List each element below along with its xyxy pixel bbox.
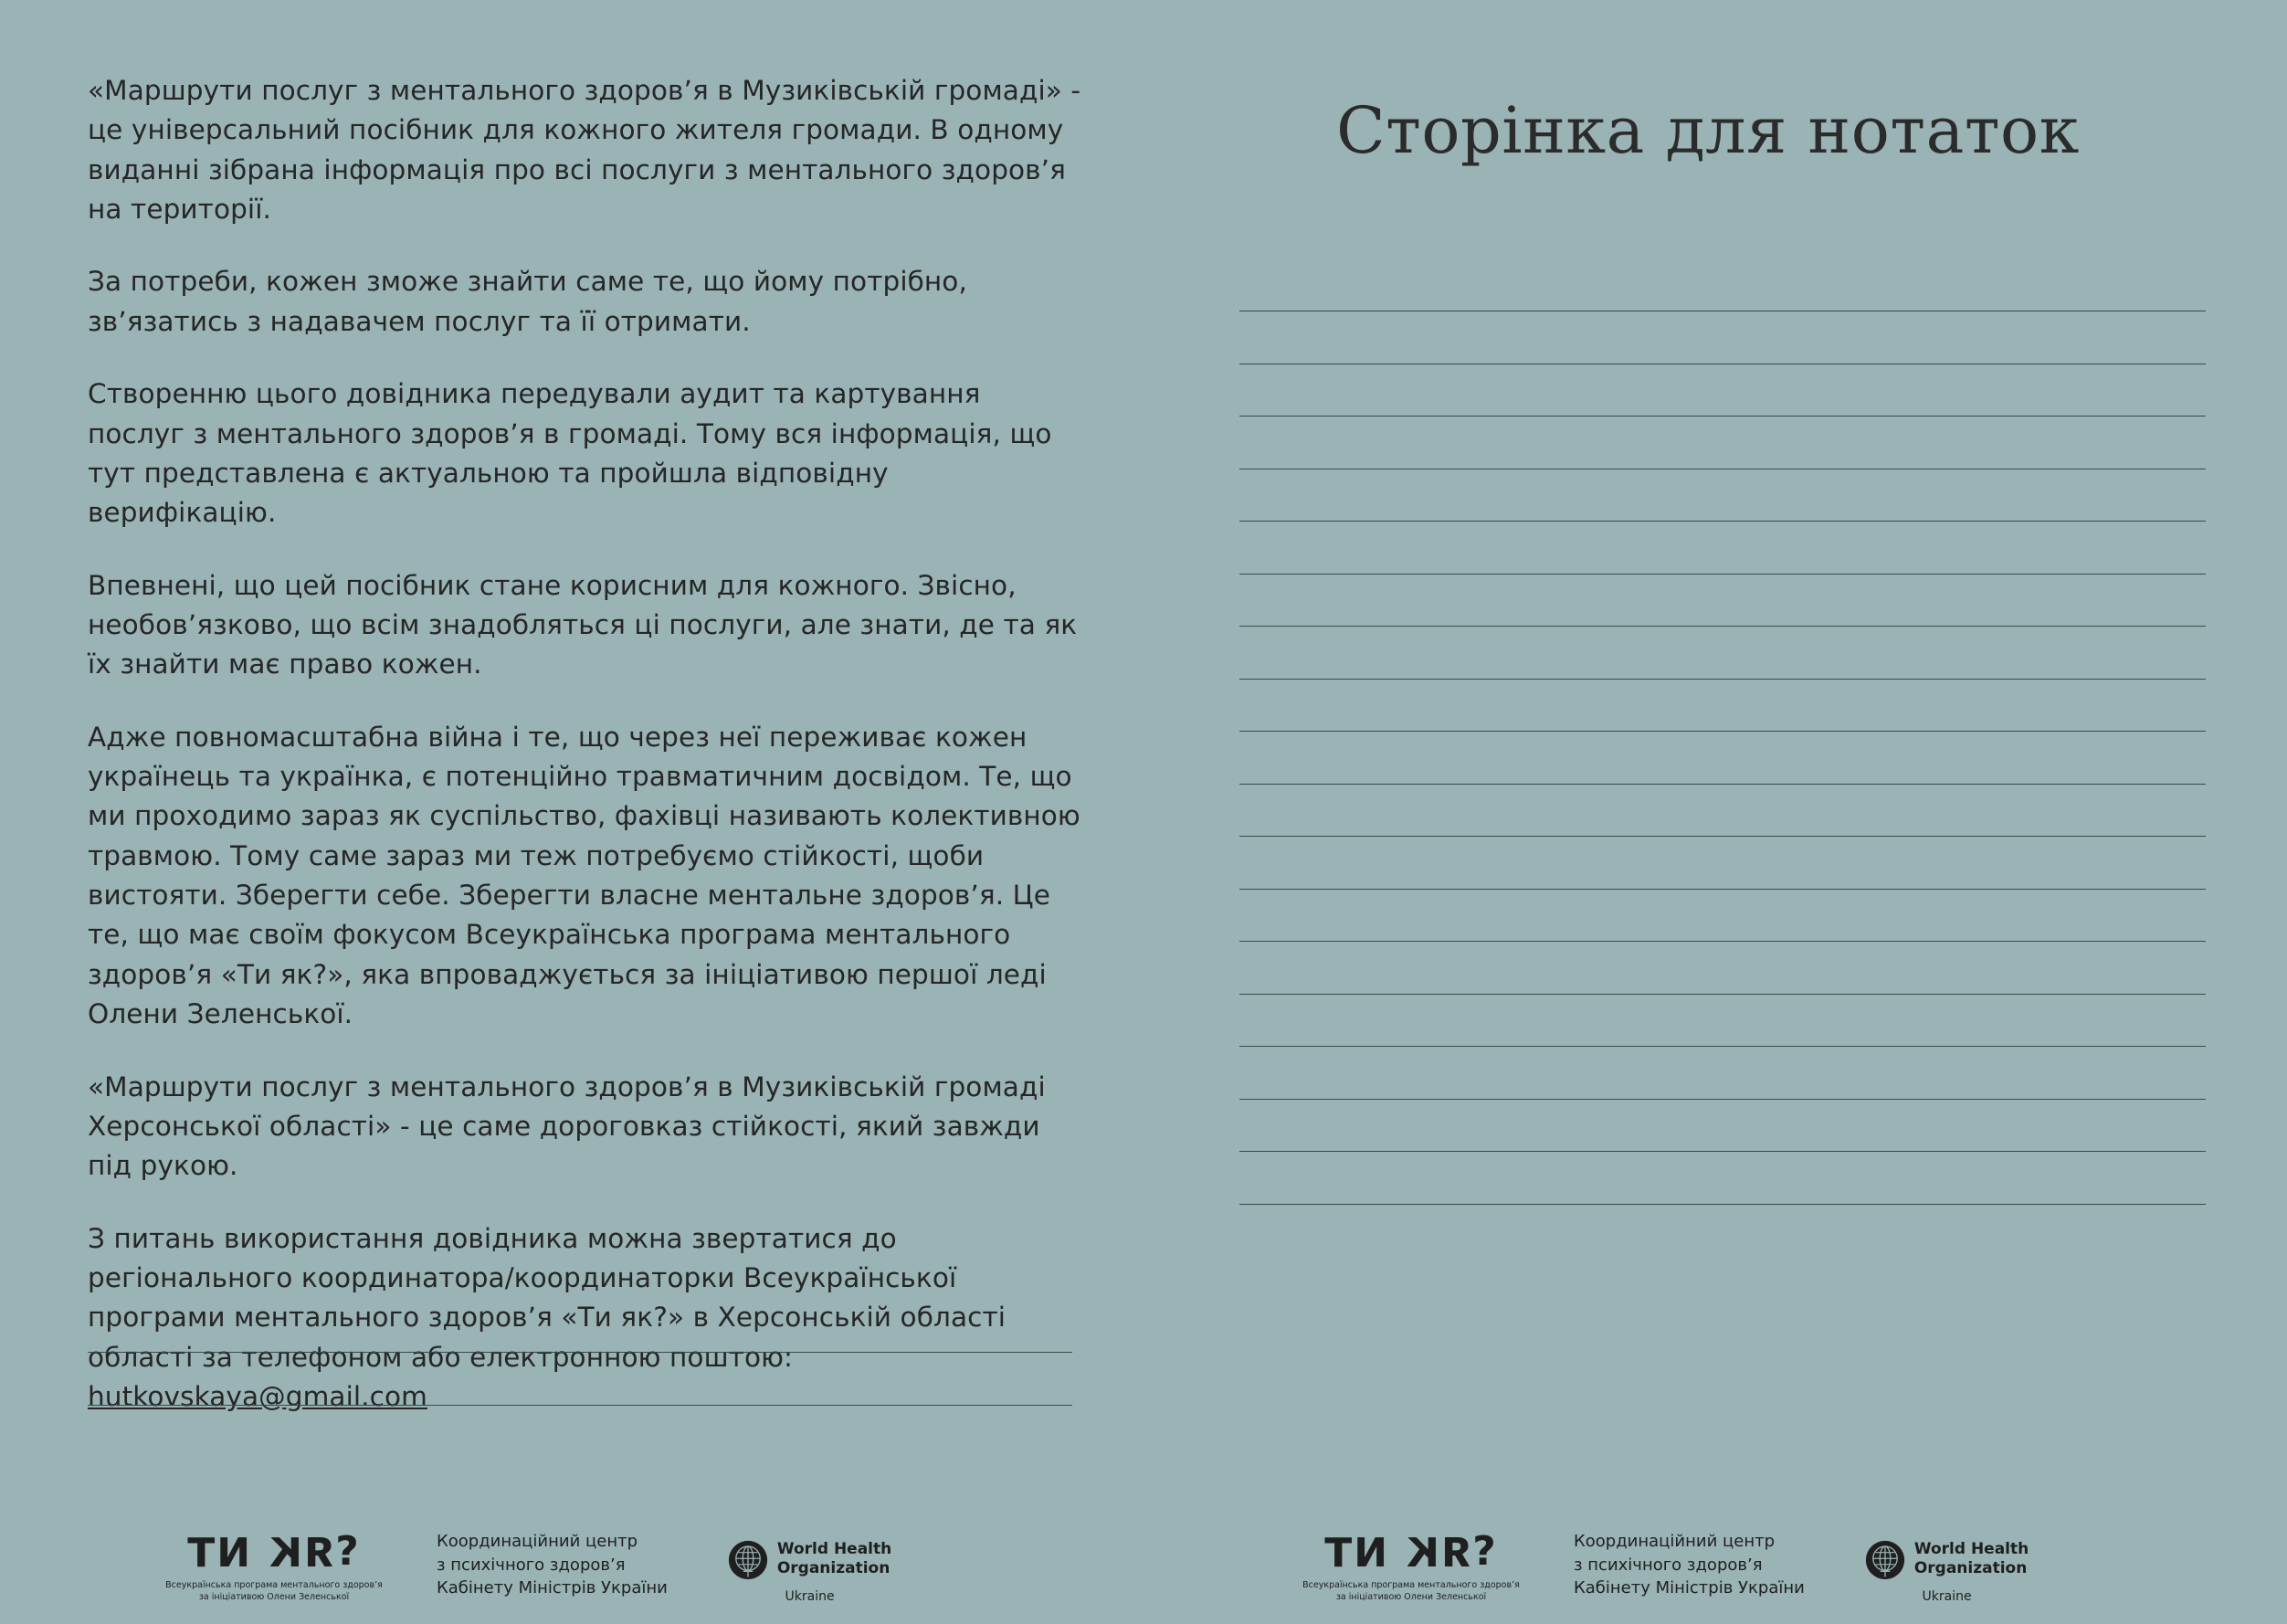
left-page-text-column xyxy=(88,71,1083,1417)
coordination-line-1: Координаційний центр xyxy=(437,1532,638,1552)
who-logo-row xyxy=(1865,1540,2029,1582)
note-line[interactable] xyxy=(1239,1204,2206,1205)
ty-yak-subtitle xyxy=(164,1580,384,1604)
paragraph-5: Адже повномасштабна війна і те, що через неї переживає кожен українець та українка, є потенційно травматичним досвідом. Те, що ми проходимо зараз як суспільство, фахівці називають колективною травмою. Тому саме зараз ми теж потребуємо стійкості, щоби вистояти. Зберегти себе. Зберегти власне ментальне здоров’я. Це те, що має своїм фокусом Всеукраїнська програма ментального здоров’я «Ти як?», яка впроваджується за ініціативою першої леді Олени Зеленської. xyxy=(88,721,1080,1030)
note-line[interactable] xyxy=(1239,574,2206,575)
ty-yak-part2: ЯК xyxy=(268,1530,336,1577)
who-line-1: World Health xyxy=(1913,1540,2029,1558)
note-line[interactable] xyxy=(1239,941,2206,942)
coordination-line-2: з психічного здоров’я xyxy=(437,1555,626,1575)
note-line[interactable] xyxy=(1239,889,2206,890)
note-line[interactable] xyxy=(1239,679,2206,680)
coordination-center-text xyxy=(437,1530,668,1604)
coordination-line-1: Координаційний центр xyxy=(1574,1532,1776,1552)
who-emblem-icon xyxy=(728,1540,768,1580)
coordination-line-2: з психічного здоров’я xyxy=(1574,1555,1763,1575)
who-wordmark xyxy=(1914,1540,2029,1577)
note-line[interactable] xyxy=(1239,626,2206,627)
who-country-label: Ukraine xyxy=(785,1589,835,1604)
question-mark-icon: ? xyxy=(1472,1528,1498,1576)
contact-email-link[interactable]: hutkovskaya@gmail.com xyxy=(88,1381,427,1413)
ty-yak-subtitle-line1: Всеукраїнська програма ментального здоров’я xyxy=(165,1580,383,1591)
ty-yak-wordmark xyxy=(1324,1528,1498,1577)
who-logo-row xyxy=(728,1540,891,1582)
who-country-label: Ukraine xyxy=(1922,1589,1972,1604)
note-line[interactable] xyxy=(1239,1151,2206,1152)
note-line[interactable] xyxy=(1239,521,2206,522)
right-page-note-lines xyxy=(1239,311,2206,1205)
footer-left xyxy=(164,1530,891,1604)
who-line-2: Organization xyxy=(1913,1558,2028,1577)
note-line[interactable] xyxy=(1239,836,2206,837)
ty-yak-part1: ТИ xyxy=(1324,1530,1390,1577)
paragraph-1: «Маршрути послуг з ментального здоров’я в Музиківській громаді» - це універсальний посібник для кожного жителя громади. В одному виданні зібрана інформація про всі послуги з ментального здоров’я на території. xyxy=(88,75,1081,226)
note-line[interactable] xyxy=(1239,1046,2206,1047)
ty-yak-part1: ТИ xyxy=(187,1530,253,1577)
note-line[interactable] xyxy=(88,1352,1072,1353)
ty-yak-logo xyxy=(164,1528,384,1604)
left-page-note-lines xyxy=(88,1352,1072,1406)
paragraph-4: Впевнені, що цей посібник стане корисним для кожного. Звісно, необов’язково, що всім знадобляться ці послуги, але знати, де та як їх знайти має право кожен. xyxy=(88,569,1078,680)
who-line-2: Organization xyxy=(776,1558,891,1577)
coordination-line-3: Кабінету Міністрів України xyxy=(1574,1578,1805,1598)
coordination-center-text xyxy=(1574,1530,1805,1604)
ty-yak-part2: ЯК xyxy=(1405,1530,1473,1577)
ty-yak-wordmark xyxy=(187,1528,361,1577)
paragraph-3: Створенню цього довідника передували аудит та картування послуг з ментального здоров’я в громаді. Тому вся інформація, що тут представлена є актуальною та пройшла відповідну верифікацію. xyxy=(88,378,1052,529)
note-line[interactable] xyxy=(1239,731,2206,732)
note-line[interactable] xyxy=(1239,784,2206,785)
note-line[interactable] xyxy=(88,1405,1072,1406)
who-line-1: World Health xyxy=(776,1540,892,1558)
ty-yak-subtitle-line2: за ініціативою Олени Зеленської xyxy=(1335,1592,1487,1603)
who-logo-block xyxy=(1865,1540,2029,1604)
question-mark-icon: ? xyxy=(335,1528,361,1576)
paragraph-2: За потреби, кожен зможе знайти саме те, що йому потрібно, зв’язатись з надавачем послуг та її отримати. xyxy=(88,266,967,337)
note-line[interactable] xyxy=(1239,416,2206,417)
who-logo-block xyxy=(728,1540,891,1604)
who-emblem-icon xyxy=(1865,1540,1905,1580)
ty-yak-subtitle-line1: Всеукраїнська програма ментального здоров’я xyxy=(1302,1580,1520,1591)
paragraph-6: «Маршрути послуг з ментального здоров’я в Музиківській громаді Херсонської області» - це саме дороговказ стійкості, який завжди під рукою. xyxy=(88,1070,1046,1182)
ty-yak-logo xyxy=(1302,1528,1521,1604)
ty-yak-subtitle-line2: за ініціативою Олени Зеленської xyxy=(198,1592,350,1603)
note-line[interactable] xyxy=(1239,1099,2206,1100)
footer-right xyxy=(1302,1530,2029,1604)
note-line[interactable] xyxy=(1239,994,2206,995)
coordination-line-3: Кабінету Міністрів України xyxy=(437,1578,668,1598)
who-wordmark xyxy=(777,1540,891,1577)
page-title: Сторінка для нотаток xyxy=(1336,93,2080,168)
contact-paragraph-text: З питань використання довідника можна звертатися до регіонального координатора/координаторки Всеукраїнської програми ментального здоров’я «Ти як?» в Херсонській області області за телефоном або електронною поштою: xyxy=(88,1222,1006,1373)
ty-yak-subtitle xyxy=(1302,1580,1521,1604)
